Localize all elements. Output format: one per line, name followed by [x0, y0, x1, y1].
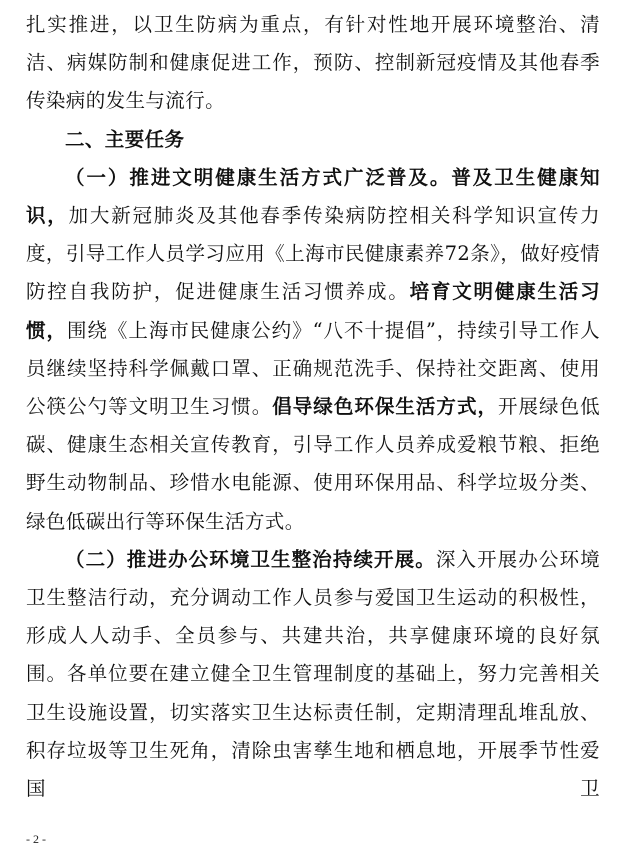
task1-sub3-text: 开展绿色低碳、健康生态相关宣传教育，引导工作人员养成爱粮节粮、拒绝野生动物制品、珍惜水电能源、使用环保用品、科学垃圾分类、绿色低碳出行等环保生活方式。 [26, 395, 600, 533]
document-body [26, 6, 600, 808]
task1-sub1-text: 加大新冠肺炎及其他春季传染病防控相关科学知识宣传力度，引导工作人员学习应用《上海市民健康素养72条》，做好疫情防控自我防护，促进健康生活习惯养成。 [26, 204, 600, 304]
task1-sub1-title: 普及卫生健康知识， [26, 165, 600, 228]
task1-sub3-title: 倡导绿色环保生活方式， [272, 395, 498, 419]
task1-title: （一）推进文明健康生活方式广泛普及。 [65, 165, 452, 189]
task2-paragraph [26, 541, 600, 808]
page-number: - 2 - [26, 832, 46, 846]
task1-sub2-text: 围绕《上海市民健康公约》“八不十提倡”，持续引导工作人员继续坚持科学佩戴口罩、正确规范洗手、保持社交距离、使用公筷公勺等文明卫生习惯。 [26, 318, 600, 419]
task1-paragraph [26, 159, 600, 541]
section-heading: 二、主要任务 [65, 127, 185, 151]
intro-paragraph: 扎实推进，以卫生防病为重点，有针对性地开展环境整治、清洁、病媒防制和健康促进工作，预防、控制新冠疫情及其他春季传染病的发生与流行。 [26, 13, 600, 113]
task2-title: （二）推进办公环境卫生整治持续开展。 [65, 547, 436, 571]
task2-text: 深入开展办公环境卫生整洁行动，充分调动工作人员参与爱国卫生运动的积极性，形成人人动手、全员参与、共建共治，共享健康环境的良好氛围。各单位要在建立健全卫生管理制度的基础上，努力完善相关卫生设施设置，切实落实卫生达标责任制，定期清理乱堆乱放、积存垃圾等卫生死角，清除虫害孳生地和栖息地，开展季节性爱国卫 [26, 547, 601, 801]
task1-sub2-title: 培育文明健康生活习惯， [26, 280, 600, 342]
